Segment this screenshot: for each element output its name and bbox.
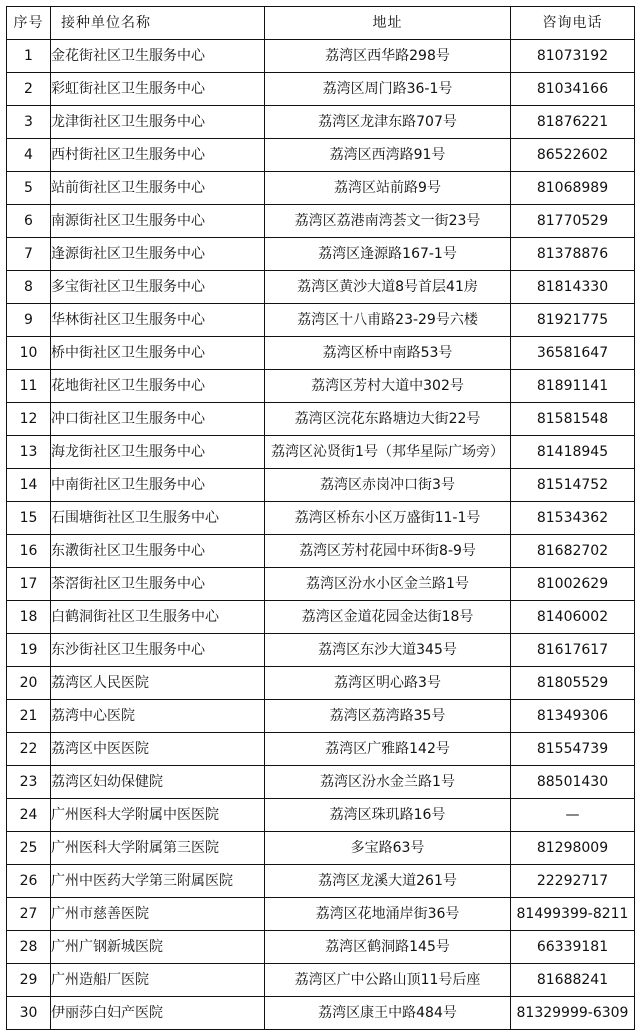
cell-address: 荔湾区鹤洞路145号 (265, 931, 511, 964)
cell-phone: 81682702 (511, 535, 635, 568)
table-row (7, 634, 635, 667)
cell-index: 14 (7, 469, 51, 502)
cell-address: 荔湾区西湾路91号 (265, 139, 511, 172)
cell-phone: 81349306 (511, 700, 635, 733)
table-body (7, 40, 635, 1030)
cell-address: 荔湾区黄沙大道8号首层41房 (265, 271, 511, 304)
table-row (7, 931, 635, 964)
table-row (7, 898, 635, 931)
cell-address: 荔湾区桥中南路53号 (265, 337, 511, 370)
cell-index: 20 (7, 667, 51, 700)
cell-index: 25 (7, 832, 51, 865)
cell-phone: 81554739 (511, 733, 635, 766)
cell-address: 荔湾区珠玑路16号 (265, 799, 511, 832)
table-row (7, 40, 635, 73)
cell-address: 荔湾区龙津东路707号 (265, 106, 511, 139)
cell-unit: 中南街社区卫生服务中心 (51, 469, 265, 502)
vaccination-sites-table (6, 6, 635, 1030)
cell-index: 3 (7, 106, 51, 139)
table-row (7, 304, 635, 337)
table-row (7, 337, 635, 370)
cell-address: 多宝路63号 (265, 832, 511, 865)
cell-address: 荔湾区广雅路142号 (265, 733, 511, 766)
cell-phone: 81418945 (511, 436, 635, 469)
cell-address: 荔湾区汾水金兰路1号 (265, 766, 511, 799)
cell-unit: 广州广钢新城医院 (51, 931, 265, 964)
table-row (7, 238, 635, 271)
cell-index: 10 (7, 337, 51, 370)
column-header-address: 地址 (265, 7, 511, 40)
cell-address: 荔湾区金道花园金达街18号 (265, 601, 511, 634)
cell-address: 荔湾区浣花东路塘边大街22号 (265, 403, 511, 436)
cell-unit: 荔湾区中医医院 (51, 733, 265, 766)
cell-address: 荔湾区康王中路484号 (265, 997, 511, 1030)
cell-address: 荔湾区花地涌岸街36号 (265, 898, 511, 931)
cell-index: 22 (7, 733, 51, 766)
cell-unit: 荔湾区妇幼保健院 (51, 766, 265, 799)
cell-index: 19 (7, 634, 51, 667)
cell-address: 荔湾区沁贤街1号（邦华星际广场旁） (265, 436, 511, 469)
cell-index: 24 (7, 799, 51, 832)
cell-index: 8 (7, 271, 51, 304)
cell-unit: 华林街社区卫生服务中心 (51, 304, 265, 337)
table-header-row (7, 7, 635, 40)
cell-index: 18 (7, 601, 51, 634)
table-row (7, 964, 635, 997)
cell-unit: 金花街社区卫生服务中心 (51, 40, 265, 73)
cell-index: 28 (7, 931, 51, 964)
cell-index: 23 (7, 766, 51, 799)
cell-index: 5 (7, 172, 51, 205)
table-row (7, 733, 635, 766)
cell-phone: 81406002 (511, 601, 635, 634)
column-header-phone: 咨询电话 (511, 7, 635, 40)
cell-phone: 81514752 (511, 469, 635, 502)
cell-unit: 花地街社区卫生服务中心 (51, 370, 265, 403)
cell-unit: 茶滘街社区卫生服务中心 (51, 568, 265, 601)
cell-unit: 广州市慈善医院 (51, 898, 265, 931)
cell-index: 29 (7, 964, 51, 997)
cell-unit: 石围塘街社区卫生服务中心 (51, 502, 265, 535)
table-row (7, 469, 635, 502)
cell-unit: 伊丽莎白妇产医院 (51, 997, 265, 1030)
cell-phone: 81073192 (511, 40, 635, 73)
cell-phone: 81034166 (511, 73, 635, 106)
cell-unit: 彩虹街社区卫生服务中心 (51, 73, 265, 106)
cell-unit: 广州医科大学附属第三医院 (51, 832, 265, 865)
cell-address: 荔湾区明心路3号 (265, 667, 511, 700)
cell-index: 11 (7, 370, 51, 403)
cell-unit: 多宝街社区卫生服务中心 (51, 271, 265, 304)
cell-address: 荔湾区赤岗冲口街3号 (265, 469, 511, 502)
table-row (7, 601, 635, 634)
cell-phone: 81329999-6309 (511, 997, 635, 1030)
cell-index: 26 (7, 865, 51, 898)
cell-address: 荔湾区桥东小区万盛街11-1号 (265, 502, 511, 535)
cell-unit: 海龙街社区卫生服务中心 (51, 436, 265, 469)
cell-index: 6 (7, 205, 51, 238)
table-row (7, 865, 635, 898)
cell-unit: 广州中医药大学第三附属医院 (51, 865, 265, 898)
cell-index: 1 (7, 40, 51, 73)
table-row (7, 568, 635, 601)
table-row (7, 403, 635, 436)
cell-unit: 南源街社区卫生服务中心 (51, 205, 265, 238)
cell-index: 12 (7, 403, 51, 436)
table-row (7, 997, 635, 1030)
cell-unit: 西村街社区卫生服务中心 (51, 139, 265, 172)
cell-phone: 81876221 (511, 106, 635, 139)
table-row (7, 139, 635, 172)
cell-unit: 逢源街社区卫生服务中心 (51, 238, 265, 271)
cell-unit: 广州医科大学附属中医医院 (51, 799, 265, 832)
cell-phone: 81068989 (511, 172, 635, 205)
cell-address: 荔湾区西华路298号 (265, 40, 511, 73)
table-row (7, 535, 635, 568)
table-row (7, 436, 635, 469)
cell-index: 2 (7, 73, 51, 106)
cell-address: 荔湾区汾水小区金兰路1号 (265, 568, 511, 601)
cell-phone: 66339181 (511, 931, 635, 964)
cell-unit: 荔湾区人民医院 (51, 667, 265, 700)
cell-phone: 22292717 (511, 865, 635, 898)
cell-index: 15 (7, 502, 51, 535)
cell-phone: 81891141 (511, 370, 635, 403)
cell-phone: 81617617 (511, 634, 635, 667)
table-row (7, 502, 635, 535)
cell-unit: 东漖街社区卫生服务中心 (51, 535, 265, 568)
cell-unit: 广州造船厂医院 (51, 964, 265, 997)
column-header-index: 序号 (7, 7, 51, 40)
cell-phone: 81534362 (511, 502, 635, 535)
cell-index: 27 (7, 898, 51, 931)
cell-phone: 81499399-8211 (511, 898, 635, 931)
table-row (7, 799, 635, 832)
cell-unit: 东沙街社区卫生服务中心 (51, 634, 265, 667)
table-row (7, 766, 635, 799)
cell-index: 9 (7, 304, 51, 337)
cell-index: 17 (7, 568, 51, 601)
cell-index: 4 (7, 139, 51, 172)
table-row (7, 106, 635, 139)
cell-phone: 81805529 (511, 667, 635, 700)
cell-unit: 冲口街社区卫生服务中心 (51, 403, 265, 436)
cell-index: 21 (7, 700, 51, 733)
cell-phone: — (511, 799, 635, 832)
cell-phone: 88501430 (511, 766, 635, 799)
cell-phone: 81581548 (511, 403, 635, 436)
cell-address: 荔湾区广中公路山顶11号后座 (265, 964, 511, 997)
cell-phone: 81002629 (511, 568, 635, 601)
table-row (7, 700, 635, 733)
table-row (7, 370, 635, 403)
cell-unit: 站前街社区卫生服务中心 (51, 172, 265, 205)
cell-phone: 81688241 (511, 964, 635, 997)
cell-address: 荔湾区芳村大道中302号 (265, 370, 511, 403)
cell-unit: 龙津街社区卫生服务中心 (51, 106, 265, 139)
cell-index: 30 (7, 997, 51, 1030)
cell-address: 荔湾区芳村花园中环街8-9号 (265, 535, 511, 568)
column-header-unit: 接种单位名称 (51, 7, 265, 40)
table-row (7, 667, 635, 700)
cell-address: 荔湾区逢源路167-1号 (265, 238, 511, 271)
cell-address: 荔湾区东沙大道345号 (265, 634, 511, 667)
cell-unit: 荔湾中心医院 (51, 700, 265, 733)
cell-phone: 36581647 (511, 337, 635, 370)
cell-address: 荔湾区周门路36-1号 (265, 73, 511, 106)
cell-index: 16 (7, 535, 51, 568)
table-header (7, 7, 635, 40)
table-row (7, 205, 635, 238)
cell-address: 荔湾区荔湾路35号 (265, 700, 511, 733)
table-row (7, 73, 635, 106)
cell-address: 荔湾区十八甫路23-29号六楼 (265, 304, 511, 337)
cell-phone: 81378876 (511, 238, 635, 271)
cell-phone: 86522602 (511, 139, 635, 172)
cell-address: 荔湾区龙溪大道261号 (265, 865, 511, 898)
cell-phone: 81298009 (511, 832, 635, 865)
table-row (7, 271, 635, 304)
cell-index: 13 (7, 436, 51, 469)
cell-phone: 81770529 (511, 205, 635, 238)
table-row (7, 172, 635, 205)
cell-phone: 81814330 (511, 271, 635, 304)
cell-phone: 81921775 (511, 304, 635, 337)
cell-address: 荔湾区荔港南湾荟文一街23号 (265, 205, 511, 238)
cell-unit: 白鹤洞街社区卫生服务中心 (51, 601, 265, 634)
cell-address: 荔湾区站前路9号 (265, 172, 511, 205)
cell-unit: 桥中街社区卫生服务中心 (51, 337, 265, 370)
cell-index: 7 (7, 238, 51, 271)
table-row (7, 832, 635, 865)
